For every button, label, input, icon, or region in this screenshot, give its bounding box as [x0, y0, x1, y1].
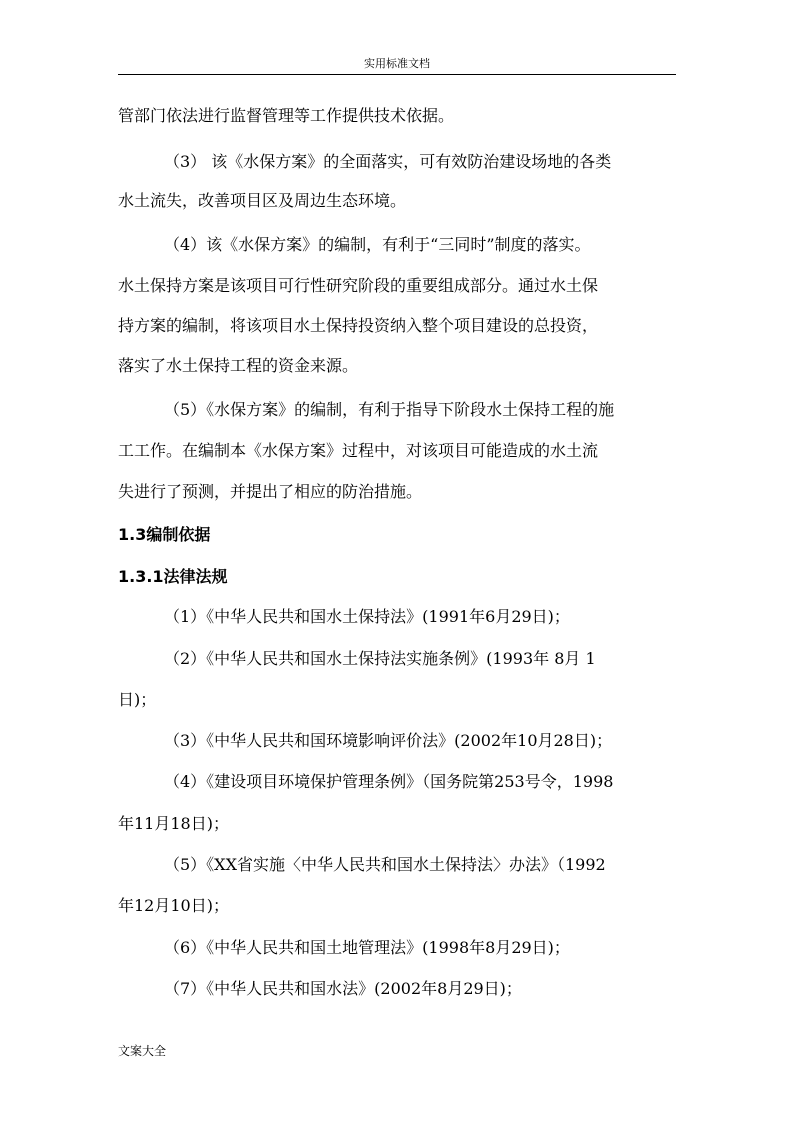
- reference-item-continued: 年12月10日)；: [118, 896, 229, 915]
- body-line: 水土保持方案是该项目可行性研究阶段的重要组成部分。通过水土保: [118, 276, 599, 295]
- body-line: （5）《水保方案》的编制，有利于指导下阶段水土保持工程的施: [164, 400, 615, 419]
- body-line: 管部门依法进行监督管理等工作提供技术依据。: [118, 106, 455, 125]
- reference-item: （6）《中华人民共和国土地管理法》(1998年8月29日)；: [164, 938, 570, 957]
- header-divider: [118, 74, 676, 75]
- body-line: 持方案的编制，将该项目水土保持投资纳入整个项目建设的总投资，: [118, 316, 599, 335]
- reference-item: （5）《XX省实施〈中华人民共和国水土保持法〉办法》（1992: [164, 855, 606, 874]
- body-line: （4）该《水保方案》的编制，有利于“三同时”制度的落实。: [164, 235, 591, 254]
- page-header-title: 实用标准文档: [364, 57, 430, 70]
- reference-item: （1）《中华人民共和国水土保持法》(1991年6月29日)；: [164, 607, 570, 626]
- body-line: 工工作。在编制本《水保方案》过程中，对该项目可能造成的水土流: [118, 441, 599, 460]
- subsection-heading: 1.3.1法律法规: [118, 567, 228, 586]
- body-line: 落实了水土保持工程的资金来源。: [118, 356, 359, 375]
- body-line: （3） 该《水保方案》的全面落实，可有效防治建设场地的各类: [164, 152, 612, 171]
- section-heading: 1.3编制依据: [118, 525, 211, 544]
- reference-item: （2）《中华人民共和国水土保持法实施条例》(1993年 8月 1: [164, 649, 596, 668]
- body-line: 水土流失，改善项目区及周边生态环境。: [118, 191, 407, 210]
- reference-item: （3）《中华人民共和国环境影响评价法》(2002年10月28日)；: [164, 731, 613, 750]
- page-footer-text: 文案大全: [118, 1044, 167, 1058]
- reference-item-continued: 日)；: [118, 690, 157, 709]
- reference-item: （4）《建设项目环境保护管理条例》（国务院第253号令，1998: [164, 772, 614, 791]
- body-line: 失进行了预测，并提出了相应的防治措施。: [118, 482, 423, 501]
- reference-item: （7）《中华人民共和国水法》(2002年8月29日)；: [164, 979, 522, 998]
- reference-item-continued: 年11月18日)；: [118, 814, 229, 833]
